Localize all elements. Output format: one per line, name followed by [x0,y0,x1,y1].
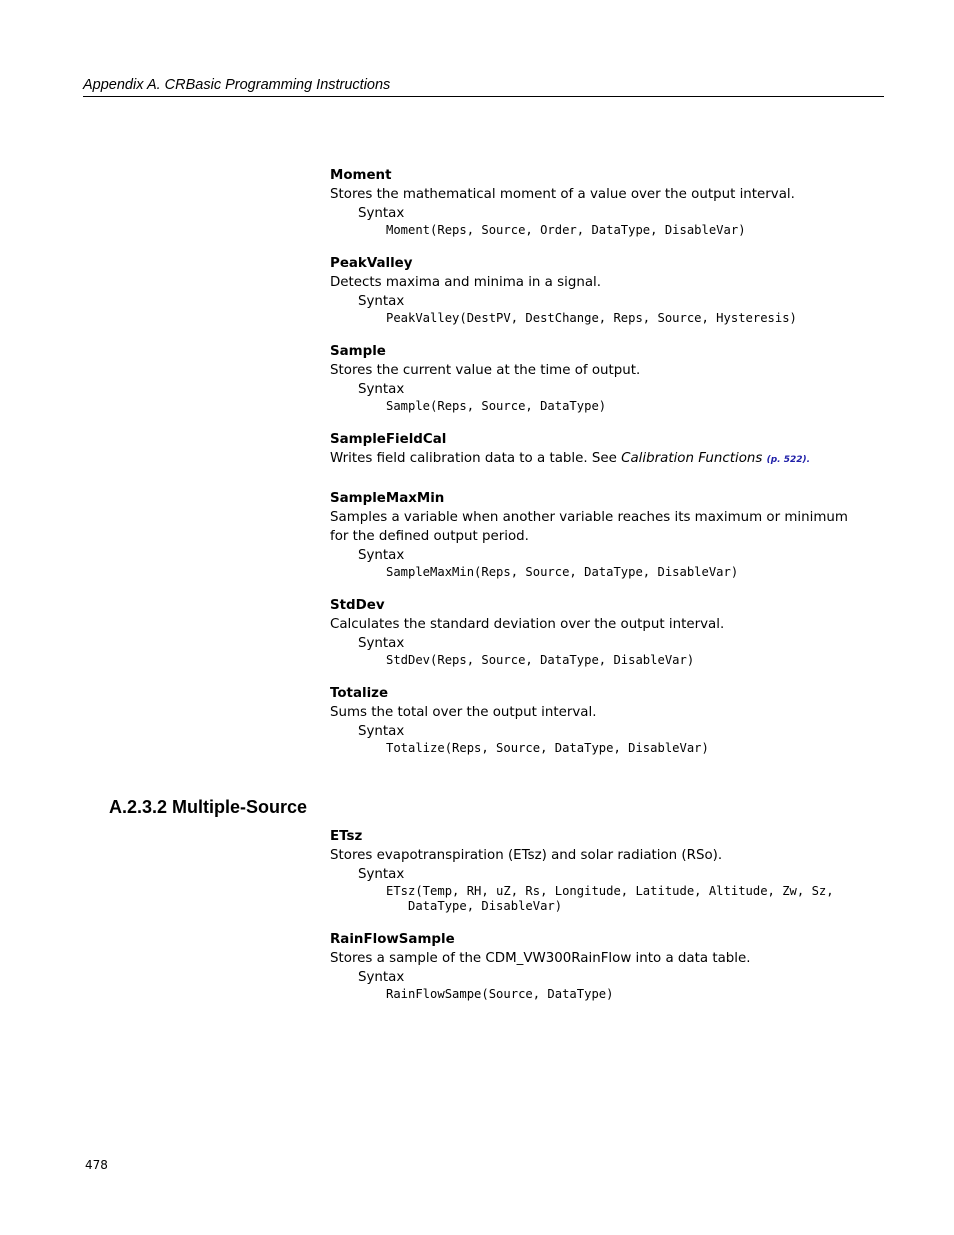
page-number: 478 [85,1158,108,1172]
single-source-entries [330,166,870,772]
entry-name: Moment [330,168,392,183]
entry-description: Stores evapotranspiration (ETsz) and solar radiation (RSo). [330,848,723,863]
entry-description: Sums the total over the output interval. [330,705,597,720]
entry-description: Stores the current value at the time of output. [330,363,641,378]
header-title: Appendix A. CRBasic Programming Instructions [83,77,391,93]
entry-samplefieldcal [330,430,870,470]
entry-description: Samples a variable when another variable reaches its maximum or minimum for the defined output period. [330,510,848,544]
entry-name: PeakValley [330,256,413,271]
syntax-label: Syntax [358,970,405,985]
multiple-source-entries [330,827,870,1018]
syntax-label: Syntax [358,867,405,882]
syntax-code: Moment(Reps, Source, Order, DataType, DisableVar) [386,223,746,237]
syntax-label: Syntax [358,636,405,651]
entry-description: Calculates the standard deviation over the output interval. [330,617,725,632]
entry-etsz [330,827,870,914]
page-header [83,76,884,97]
entry-name: Sample [330,344,386,359]
syntax-code: RainFlowSampe(Source, DataType) [386,987,614,1001]
entry-name: StdDev [330,598,385,613]
page-reference-link[interactable]: (p. 522). [766,455,811,465]
entry-totalize [330,684,870,756]
entry-name: SampleMaxMin [330,491,445,506]
entry-description [330,449,870,470]
entry-description: Stores a sample of the CDM_VW300RainFlow into a data table. [330,951,751,966]
entry-name: Totalize [330,686,389,701]
entry-sample [330,342,870,414]
entry-name: SampleFieldCal [330,432,447,447]
syntax-label: Syntax [358,294,405,309]
entry-stddev [330,596,870,668]
entry-peakvalley [330,254,870,326]
syntax-label: Syntax [358,548,405,563]
syntax-code: Sample(Reps, Source, DataType) [386,399,607,413]
section-heading: A.2.3.2 Multiple-Source [109,797,308,817]
syntax-code: SampleMaxMin(Reps, Source, DataType, DisableVar) [386,565,739,579]
syntax-code: ETsz(Temp, RH, uZ, Rs, Longitude, Latitude, Altitude, Zw, Sz, DataType, DisableVar) [386,884,834,913]
syntax-label: Syntax [358,724,405,739]
syntax-code: PeakValley(DestPV, DestChange, Reps, Source, Hysteresis) [386,311,797,325]
entry-description: Detects maxima and minima in a signal. [330,275,602,290]
syntax-label: Syntax [358,382,405,397]
syntax-label: Syntax [358,206,405,221]
entry-samplemaxmin [330,489,870,580]
calibration-functions-link[interactable]: Calibration Functions [621,451,763,466]
entry-name: ETsz [330,829,363,844]
entry-description: Stores the mathematical moment of a value over the output interval. [330,187,795,202]
entry-moment [330,166,870,238]
entry-rainflowsample [330,930,870,1002]
syntax-code: StdDev(Reps, Source, DataType, DisableVar) [386,653,695,667]
desc-prefix: Writes field calibration data to a table. See [330,451,622,466]
syntax-code: Totalize(Reps, Source, DataType, DisableVar) [386,741,709,755]
entry-name: RainFlowSample [330,932,455,947]
